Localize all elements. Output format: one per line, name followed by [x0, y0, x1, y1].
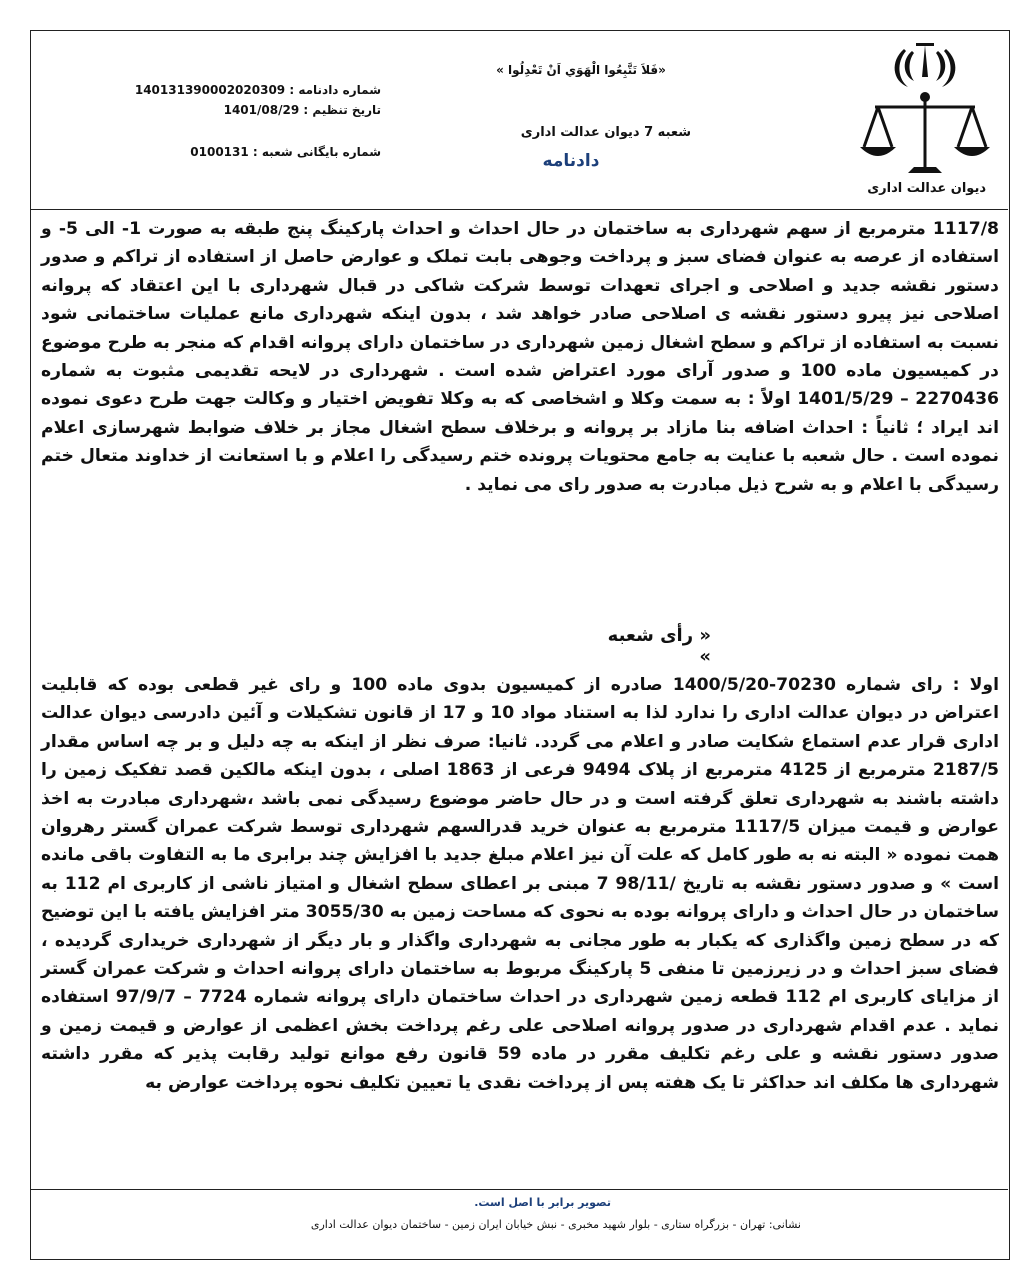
section-heading: « رأی شعبه »	[607, 625, 711, 667]
emblem-label: دیوان عدالت اداری	[867, 181, 986, 196]
certified-copy-note: تصویر برابر با اصل است.	[474, 1196, 611, 1209]
date-label: تاریخ تنظیم :	[303, 103, 381, 117]
paragraph-first: 1117/8 مترمربع از سهم شهرداری به ساختمان در حال احداث و احداث پارکینگ پنج طبقه به صورت 1- الی 5- و استفاده از عرصه به عنوان فضای سبز و پرداخت وجوهی بابت تملک و عوارض حاصل از استفاده از تراکم و صدور دستور نقشه جدید و اصلاحی و اجرای تعهدات توسط شرکت شاکی در قبال شهرداری با این اعتقاد که پروانه اصلاحی نیز پیرو دستور نقشه ی اصلاحی صادر خواهد شد ، بدون اینکه شهرداری مانع عملیات ساختمانی شود نسبت به استفاده از تراکم و سطح اشغال زمین شهرداری در ساختمان دارای پروانه اقدام که منجر به طرح موضوع در کمیسیون ماده 100 و صدور آرای مورد اعتراض شده است . شهرداری در لایحه تقدیمی مثبوت به شماره 2270436 – 1401/5/29 اولاً : به سمت وکلا و اشخاصی که به وکلا تفویض اختیار و وکالت جهت طرح دعوی نموده اند ایراد ؛ ثانیاً : احداث اضافه بنا مازاد بر پروانه و برخلاف سطح اشغال مجاز بر خلاف ضوابط شهرسازی اعلام نموده است . حال شعبه با عنایت به جامع محتویات پرونده ختم رسیدگی را اعلام و با استعانت از خداوند متعال ختم رسیدگی با اعلام و به شرح ذیل مبادرت به صدور رای می نماید .	[41, 219, 999, 495]
verdict-section	[41, 671, 999, 1097]
archive-row	[111, 145, 381, 159]
document-header	[31, 31, 1008, 210]
archive-label: شماره بایگانی شعبه :	[252, 145, 381, 159]
date-row	[111, 103, 381, 117]
document-footer	[31, 1189, 1008, 1260]
address-line: نشانی: تهران - بزرگراه ستاری - بلوار شهید مخبری - نبش خیابان ایران زمین - ساختمان دیوان عدالت اداری	[310, 1218, 801, 1231]
archive-value: 0100131	[190, 145, 249, 159]
court-branch: شعبه 7 دیوان عدالت اداری	[520, 125, 691, 140]
verdict-number-label: شماره دادنامه :	[289, 83, 381, 97]
judiciary-scales-emblem-icon	[850, 37, 1000, 205]
date-value: 1401/08/29	[223, 103, 300, 117]
verdict-number-row	[111, 83, 381, 97]
paragraph-verdict: اولا : رای شماره 70230-1400/5/20 صادره از کمیسیون بدوی ماده 100 و رای غیر قطعی بوده که قابلیت اعتراض در دیوان عدالت اداری را ندارد لذا به استناد مواد 10 و 17 از قانون تشکیلات و آئین دادرسی دیوان عدالت اداری قرار عدم استماع شکایت صادر و اعلام می گردد. ثانیا: صرف نظر از اینکه به چه دلیل و بر چه اساس مقدار 2187/5 مترمربع از 4125 مترمربع از پلاک 9494 فرعی از 1863 اصلی ، بدون اینکه مالکین قصد تفکیک زمین را داشته باشند به شهرداری تعلق گرفته است و در حال حاضر موضوع رسیدگی نمی باشد ،شهرداری مبادرت به اخذ عوارض و قیمت میزان 1117/5 مترمربع به عنوان خرید قدرالسهم شهرداری توسط شرکت عمران گستر رهروان همت نموده « البته نه به طور کامل که علت آن نیز اعلام مبلغ جدید با افزایش چند برابری ما به التفاوت باقی مانده است » و صدور دستور نقشه به تاریخ /98/11 7 مبنی بر اعطای سطح اشغال و امتیاز ناشی از کاربری ام 112 به ساختمان در حال احداث و دارای پروانه بوده به نحوی که مساحت زمین به 3055/30 متر افزایش یافته با این توضیح که در سطح زمین واگذاری که یکبار به طور مجانی به شهرداری واگذار و بار دیگر از شهرداری خریداری گردیده ، فضای سبز احداث و در زیرزمین تا منفی 5 پارکینگ مربوط به ساختمان دارای پروانه احداث و شرکت عمران گستر از مزایای کاربری ام 112 قطعه زمین شهرداری در احداث ساختمان دارای پروانه شماره 7724 – 97/9/7 استفاده نماید . عدم اقدام شهرداری در صدور پروانه اصلاحی علی رغم پرداخت بخش اعظمی از عوارض و قیمت زمین و صدور دستور نقشه و علی رغم تکلیف مقرر در ماده 59 قانون رفع موانع تولید رقابت پذیر که مقرر داشته شهرداری ها مکلف اند حداکثر تا یک هفته پس از پرداخت نقدی یا تعیین تکلیف نحوه پرداخت عوارض به	[41, 675, 999, 1093]
document-title: دادنامه	[542, 151, 600, 171]
quran-verse: «فَلاَ تَتَّبِعُوا الْهَوَي اَنْ تَعْدِلُوا »	[496, 63, 666, 77]
document-page	[30, 30, 1010, 1260]
document-body	[41, 215, 999, 499]
verdict-number-value: 140131390002020309	[134, 83, 286, 97]
